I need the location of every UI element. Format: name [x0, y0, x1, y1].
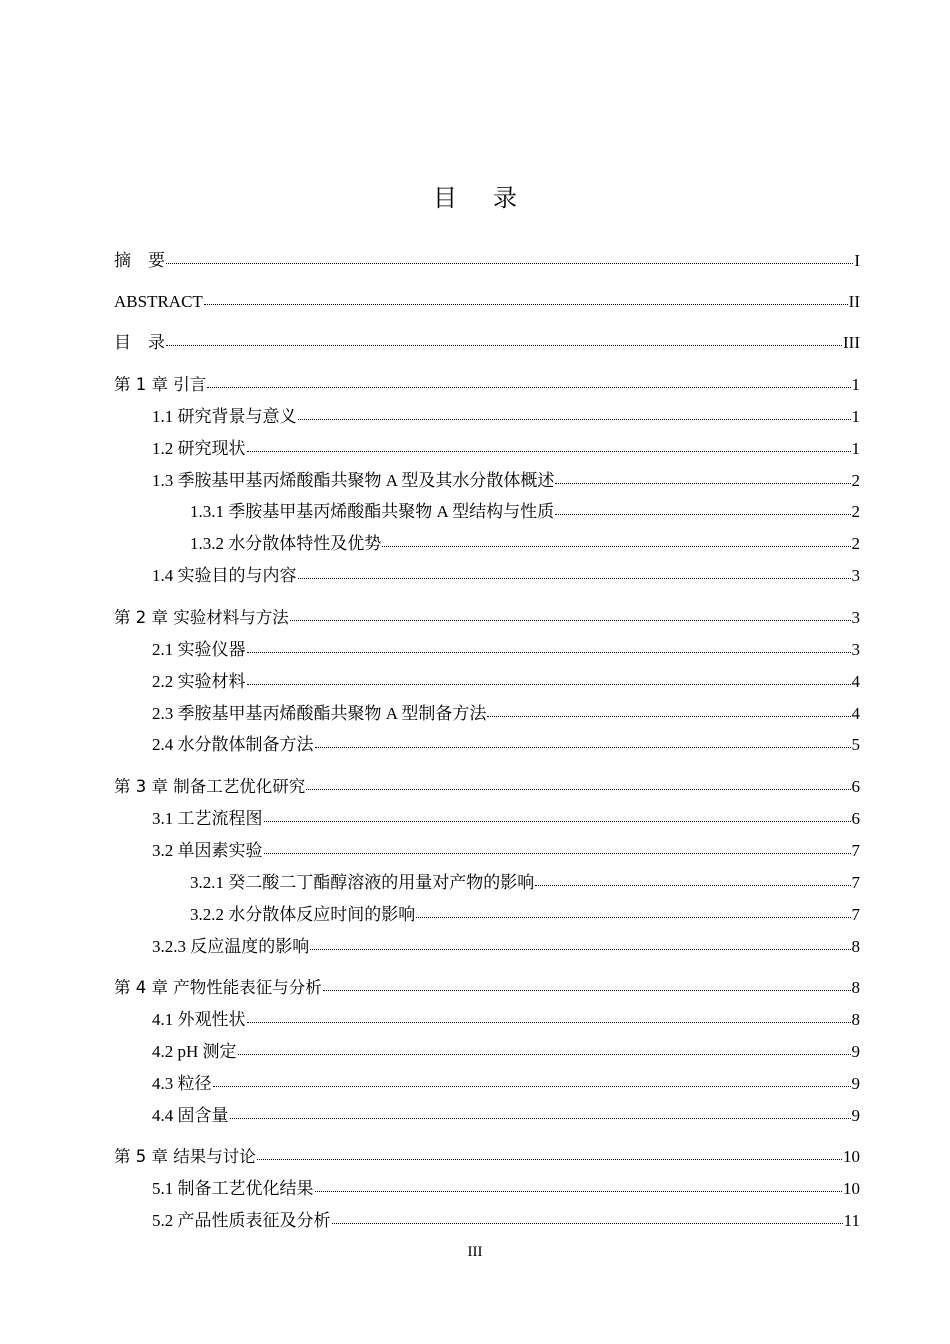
toc-entry[interactable] [152, 1007, 860, 1031]
toc-label: 3.2.3 反应温度的影响 [152, 937, 310, 956]
toc-leader [166, 328, 842, 346]
toc-label: 5.2 产品性质表征及分析 [152, 1211, 331, 1230]
toc-entry[interactable] [152, 806, 860, 830]
toc-label: 第 4 章 产物性能表征与分析 [114, 978, 322, 997]
toc-page: 4 [851, 672, 860, 691]
toc-entry[interactable] [152, 637, 860, 661]
toc-leader [213, 1069, 851, 1087]
toc-page: 1 [851, 407, 860, 426]
toc-label: 3.2.2 水分散体反应时间的影响 [190, 905, 416, 924]
toc-leader [207, 370, 850, 388]
toc-page: 7 [851, 873, 860, 892]
toc-page: 2 [851, 502, 860, 521]
toc-label: 2.1 实验仪器 [152, 640, 246, 659]
toc-leader [264, 804, 851, 822]
toc-entry[interactable] [152, 468, 860, 492]
toc-leader [247, 635, 851, 653]
toc-page: 8 [851, 1010, 860, 1029]
toc-leader [247, 434, 851, 452]
toc-leader [332, 1206, 843, 1224]
toc-label: 1.4 实验目的与内容 [152, 566, 297, 585]
toc-page: 9 [851, 1106, 860, 1125]
toc-leader [230, 1101, 851, 1119]
toc-entry[interactable] [152, 404, 860, 428]
toc-page: 6 [851, 809, 860, 828]
toc-leader [487, 699, 850, 717]
toc-leader [204, 287, 848, 305]
toc-leader [298, 561, 851, 579]
toc-leader [315, 1174, 843, 1192]
toc-label: 目 录 [114, 333, 165, 352]
toc-label: 第 5 章 结果与讨论 [114, 1147, 256, 1166]
toc-page: 3 [851, 640, 860, 659]
toc-chapter[interactable] [114, 975, 860, 999]
toc-page: 1 [851, 375, 860, 394]
toc-leader [382, 529, 850, 547]
toc-label: 1.3.1 季胺基甲基丙烯酸酯共聚物 A 型结构与性质 [190, 502, 555, 521]
toc-page: 10 [843, 1147, 860, 1166]
toc-entry[interactable] [152, 1176, 860, 1200]
toc-chapter[interactable] [114, 605, 860, 629]
toc-leader [290, 603, 851, 621]
toc-page: 9 [851, 1042, 860, 1061]
toc-chapter[interactable] [114, 774, 860, 798]
toc-page: 7 [851, 905, 860, 924]
toc-entry[interactable] [114, 330, 860, 354]
toc-leader [247, 667, 851, 685]
toc-entry[interactable] [190, 499, 860, 523]
toc-page: 6 [851, 777, 860, 796]
toc-label: 1.3 季胺基甲基丙烯酸酯共聚物 A 型及其水分散体概述 [152, 471, 555, 490]
toc-leader [306, 772, 850, 790]
toc-label: 第 2 章 实验材料与方法 [114, 608, 289, 627]
toc-entry[interactable] [152, 669, 860, 693]
toc-entry[interactable] [114, 289, 860, 313]
toc-label: ABSTRACT [114, 292, 203, 311]
toc-leader [238, 1037, 851, 1055]
toc-leader [315, 730, 851, 748]
toc-leader [555, 497, 850, 515]
toc-page: 11 [843, 1211, 860, 1230]
toc-leader [298, 402, 851, 420]
toc-label: 5.1 制备工艺优化结果 [152, 1179, 314, 1198]
toc-label: 3.1 工艺流程图 [152, 809, 263, 828]
toc-chapter[interactable] [114, 372, 860, 396]
toc-entry[interactable] [152, 838, 860, 862]
toc-leader [257, 1142, 842, 1160]
toc-entry[interactable] [190, 870, 860, 894]
toc-entry[interactable] [152, 732, 860, 756]
toc-leader [555, 466, 850, 484]
toc-leader [416, 900, 850, 918]
toc-entry[interactable] [190, 902, 860, 926]
toc-page: 7 [851, 841, 860, 860]
toc-label: 4.2 pH 测定 [152, 1042, 237, 1061]
toc-label: 1.3.2 水分散体特性及优势 [190, 534, 382, 553]
toc-page: 2 [851, 471, 860, 490]
toc-label: 3.2.1 癸二酸二丁酯醇溶液的用量对产物的影响 [190, 873, 535, 892]
toc-page: II [848, 292, 860, 311]
toc-chapter[interactable] [114, 1144, 860, 1168]
toc-entry[interactable] [152, 1039, 860, 1063]
toc-label: 1.2 研究现状 [152, 439, 246, 458]
toc-leader [166, 246, 853, 264]
toc-page: 5 [851, 735, 860, 754]
toc-entry[interactable] [152, 701, 860, 725]
toc-leader [264, 836, 851, 854]
toc-label: 第 3 章 制备工艺优化研究 [114, 777, 306, 796]
toc-entry[interactable] [152, 1103, 860, 1127]
toc-leader [310, 932, 850, 950]
toc-label: 2.3 季胺基甲基丙烯酸酯共聚物 A 型制备方法 [152, 704, 487, 723]
toc-label: 第 1 章 引言 [114, 375, 207, 394]
toc-page: I [854, 251, 860, 270]
toc-page: 1 [851, 439, 860, 458]
toc-label: 2.2 实验材料 [152, 672, 246, 691]
toc-leader [323, 973, 851, 991]
toc-entry[interactable] [152, 436, 860, 460]
toc-entry[interactable] [152, 934, 860, 958]
toc-page: 4 [851, 704, 860, 723]
toc-page: III [843, 333, 860, 352]
toc-label: 1.1 研究背景与意义 [152, 407, 297, 426]
toc-label: 4.4 固含量 [152, 1106, 229, 1125]
toc-label: 4.3 粒径 [152, 1074, 212, 1093]
toc-label: 3.2 单因素实验 [152, 841, 263, 860]
toc-page: 8 [851, 978, 860, 997]
toc-label: 摘 要 [114, 251, 165, 270]
toc-page: 10 [843, 1179, 860, 1198]
toc-page: 8 [851, 937, 860, 956]
page-number: III [467, 1244, 483, 1260]
toc-label: 2.4 水分散体制备方法 [152, 735, 314, 754]
toc-entry[interactable] [190, 531, 860, 555]
toc-entry[interactable] [152, 1208, 860, 1232]
toc-entry[interactable] [152, 563, 860, 587]
toc-page: 2 [851, 534, 860, 553]
toc-entry[interactable] [152, 1071, 860, 1095]
toc-page: 3 [851, 608, 860, 627]
toc-page: 9 [851, 1074, 860, 1093]
toc-label: 4.1 外观性状 [152, 1010, 246, 1029]
toc-leader [247, 1005, 851, 1023]
page-title: 目录 [433, 186, 553, 212]
toc-leader [535, 868, 850, 886]
toc-page: 3 [851, 566, 860, 585]
toc-entry[interactable] [114, 248, 860, 272]
